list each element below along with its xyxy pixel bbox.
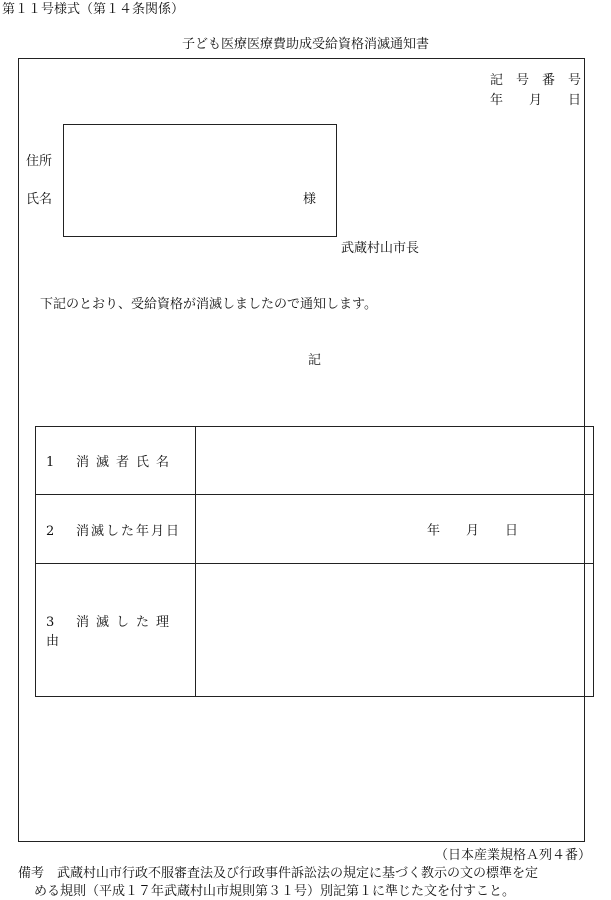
row-label: 消滅した理由 xyxy=(46,614,177,649)
row-label: 消滅者氏名 xyxy=(76,455,177,471)
honorific-sama: 様 xyxy=(303,192,317,207)
document-title: 子ども医療医療費助成受給資格消滅通知書 xyxy=(181,37,429,52)
form-number-label: 第１１号様式（第１４条関係） xyxy=(2,2,185,17)
ki-heading: 記 xyxy=(308,353,322,368)
notice-body-text: 下記のとおり、受給資格が消滅しましたので通知します。 xyxy=(40,297,377,312)
row-label-cell xyxy=(36,427,196,495)
reference-number-line: 記 号 番 号 xyxy=(490,73,582,88)
row-number: 3 xyxy=(46,614,55,630)
row-value: 年 月 日 xyxy=(427,523,519,539)
table-row xyxy=(36,427,594,495)
row-label: 消滅した年月日 xyxy=(76,523,182,539)
issue-date-line: 年 月 日 xyxy=(490,93,582,108)
recipient-address-box xyxy=(63,124,337,237)
row-value-cell xyxy=(196,495,594,563)
row-number: 2 xyxy=(46,523,55,539)
address-label: 住所 xyxy=(26,154,53,169)
detail-table xyxy=(35,426,594,697)
issuer-mayor: 武蔵村山市長 xyxy=(341,241,420,256)
table-row xyxy=(36,495,594,563)
row-label-cell xyxy=(36,495,196,563)
name-label: 氏名 xyxy=(26,192,53,207)
paper-standard-note: （日本産業規格Ａ列４番） xyxy=(435,848,592,863)
remarks-line-2: める規則（平成１７年武蔵村山市規則第３１号）別記第１に準じた文を付すこと。 xyxy=(34,884,516,899)
remarks-line-1: 備考 武蔵村山市行政不服審査法及び行政事件訴訟法の規定に基づく教示の文の標準を定 xyxy=(18,866,539,881)
row-label-cell xyxy=(36,563,196,696)
row-value-cell xyxy=(196,427,594,495)
row-value-cell xyxy=(196,563,594,696)
row-number: 1 xyxy=(46,455,55,471)
table-row xyxy=(36,563,594,696)
